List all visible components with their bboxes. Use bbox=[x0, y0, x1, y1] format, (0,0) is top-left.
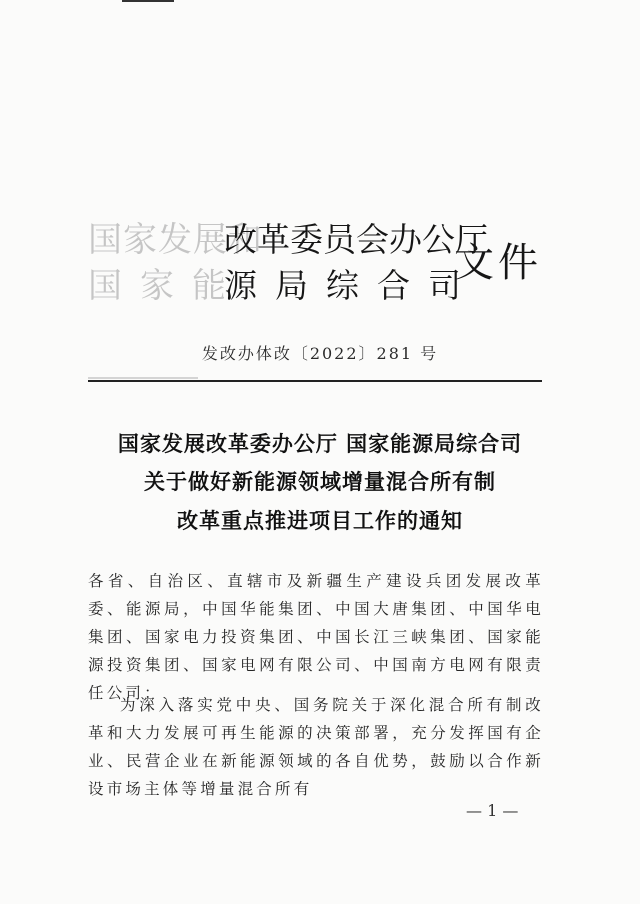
issuer-name-faded: 国家能 bbox=[88, 266, 244, 306]
document-title-line-3: 改革重点推进项目工作的通知 bbox=[177, 508, 463, 533]
header-rule-shadow bbox=[88, 377, 198, 379]
page-number: — 1 — bbox=[466, 801, 519, 820]
issuer-name-faded: 国家发展和 bbox=[88, 220, 263, 260]
body-paragraph: 为深入落实党中央、国务院关于深化混合所有制改革和大力发展可再生能源的决策部署，充分发挥国有企业、民营企业在新能源领域的各自优势，鼓励以合作新设市场主体等增量混合所有 bbox=[88, 696, 544, 798]
issuer-name-text: 源局综合司 bbox=[224, 266, 479, 305]
issuer-header-row-2 bbox=[88, 264, 479, 308]
document-title-line-2: 关于做好新能源领域增量混合所有制 bbox=[144, 469, 496, 494]
document-type-label: 文件 bbox=[454, 240, 542, 286]
recipients-paragraph: 各省、自治区、直辖市及新疆生产建设兵团发展改革委、能源局，中国华能集团、中国大唐集团、中国华电集团、国家电力投资集团、中国长江三峡集团、国家能源投资集团、国家电网有限公司、中国南方电网有限责任公司： bbox=[88, 572, 544, 702]
issuer-name-text: 改革委员会办公厅 bbox=[224, 220, 488, 259]
header-rule bbox=[88, 380, 542, 382]
top-edge-mark bbox=[122, 0, 174, 2]
document-number: 发改办体改〔2022〕281 号 bbox=[201, 344, 439, 363]
issuer-header-row-1 bbox=[88, 218, 488, 262]
document-title-line-1: 国家发展改革委办公厅 国家能源局综合司 bbox=[117, 431, 523, 456]
